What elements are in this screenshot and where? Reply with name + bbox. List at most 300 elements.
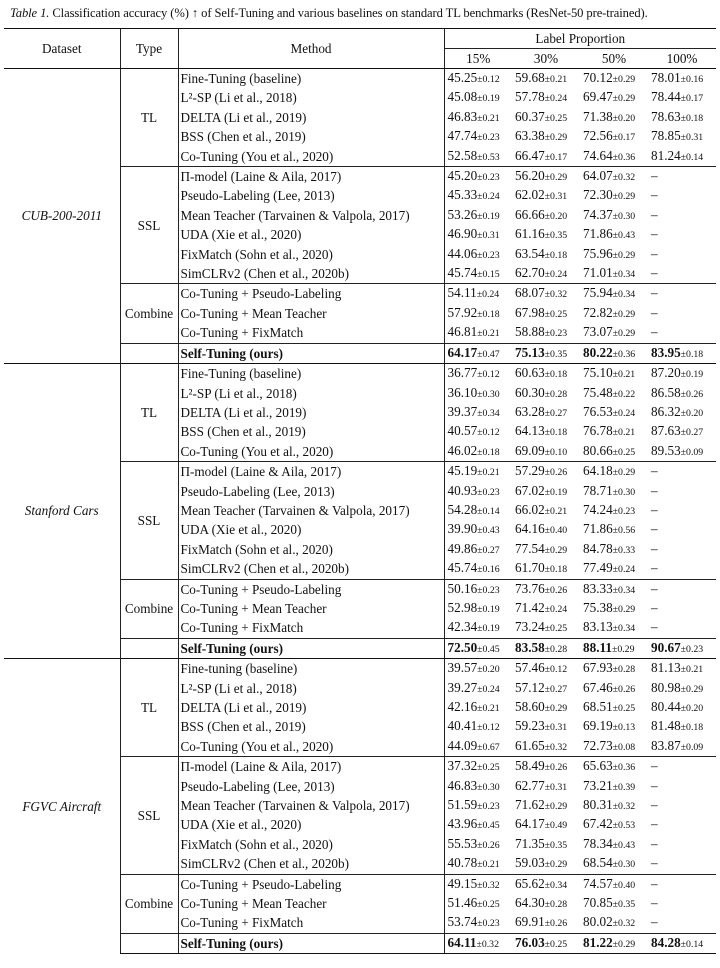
method-name: Mean Teacher (Tarvainen & Valpola, 2017) bbox=[178, 796, 444, 815]
value-mean: 61.65 bbox=[515, 737, 545, 753]
value-mean: 71.01 bbox=[583, 265, 613, 281]
value-cell bbox=[444, 284, 512, 304]
value-std: ±0.43 bbox=[612, 230, 636, 242]
value-std: ±0.32 bbox=[612, 918, 636, 930]
value-cell bbox=[648, 777, 716, 796]
value-cell bbox=[512, 815, 580, 834]
method-name: Co-Tuning (You et al., 2020) bbox=[178, 737, 444, 757]
value-std: ±0.29 bbox=[544, 172, 568, 184]
value-mean: 60.37 bbox=[515, 108, 545, 124]
value-mean: 75.94 bbox=[583, 285, 613, 301]
method-name: Π-model (Laine & Aila, 2017) bbox=[178, 167, 444, 187]
value-cell bbox=[444, 933, 512, 953]
value-cell bbox=[580, 264, 648, 284]
value-cell bbox=[444, 442, 512, 462]
value-cell bbox=[580, 777, 648, 796]
value-cell bbox=[444, 304, 512, 323]
header-proportion: 100% bbox=[648, 49, 716, 69]
value-std: ±0.21 bbox=[477, 467, 500, 479]
value-std: ±0.36 bbox=[612, 151, 636, 163]
value-cell bbox=[648, 913, 716, 933]
value-cell bbox=[444, 343, 512, 363]
value-std: ±0.27 bbox=[544, 683, 568, 695]
value-cell bbox=[648, 147, 716, 167]
value-cell bbox=[444, 737, 512, 757]
type-label: SSL bbox=[120, 462, 178, 579]
value-cell bbox=[648, 559, 716, 579]
value-mean: 71.86 bbox=[583, 226, 613, 242]
value-mean: 52.58 bbox=[447, 147, 478, 163]
value-mean: 65.63 bbox=[583, 758, 613, 774]
value-cell bbox=[648, 403, 716, 422]
value-mean: 46.02 bbox=[447, 442, 478, 458]
value-std: ±0.29 bbox=[612, 93, 636, 105]
value-mean: 67.02 bbox=[515, 482, 545, 498]
value-std: ±0.49 bbox=[544, 820, 568, 832]
value-cell bbox=[648, 599, 716, 618]
value-cell bbox=[512, 245, 580, 264]
value-cell bbox=[444, 147, 512, 167]
value-mean: – bbox=[651, 304, 658, 320]
value-mean: – bbox=[651, 324, 658, 340]
method-name: UDA (Xie et al., 2020) bbox=[178, 815, 444, 834]
value-mean: 74.64 bbox=[583, 147, 613, 163]
value-mean: 67.98 bbox=[515, 304, 545, 320]
value-mean: 60.30 bbox=[515, 384, 545, 400]
value-std: ±0.21 bbox=[612, 427, 636, 439]
value-cell bbox=[580, 874, 648, 894]
value-mean: 52.98 bbox=[447, 599, 478, 615]
value-std: ±0.19 bbox=[477, 93, 500, 105]
value-std: ±0.15 bbox=[477, 269, 500, 281]
value-std: ±0.30 bbox=[477, 781, 500, 793]
value-std: ±0.18 bbox=[680, 348, 704, 360]
header-method: Method bbox=[178, 29, 444, 69]
value-std: ±0.31 bbox=[680, 132, 704, 144]
method-name: UDA (Xie et al., 2020) bbox=[178, 225, 444, 244]
method-name: Pseudo-Labeling (Lee, 2013) bbox=[178, 482, 444, 501]
method-name: Self-Tuning (ours) bbox=[178, 933, 444, 953]
value-mean: – bbox=[651, 168, 658, 184]
value-cell bbox=[512, 717, 580, 736]
value-mean: 86.32 bbox=[651, 403, 681, 419]
method-name: Co-Tuning (You et al., 2020) bbox=[178, 147, 444, 167]
caption-text: Classification accuracy (%) ↑ of Self-Tuning and various baselines on standard TL benchmarks (ResNet-50 pre-trained). bbox=[49, 6, 648, 20]
value-std: ±0.29 bbox=[544, 801, 568, 813]
value-cell bbox=[580, 69, 648, 89]
value-mean: 87.63 bbox=[651, 423, 681, 439]
header-proportion: 15% bbox=[444, 49, 512, 69]
value-std: ±0.31 bbox=[544, 722, 568, 734]
method-name: Mean Teacher (Tarvainen & Valpola, 2017) bbox=[178, 501, 444, 520]
type-label bbox=[120, 638, 178, 658]
value-cell bbox=[512, 225, 580, 244]
value-mean: 50.16 bbox=[447, 580, 478, 596]
value-cell bbox=[648, 618, 716, 638]
value-mean: 87.20 bbox=[651, 365, 681, 381]
value-cell bbox=[444, 835, 512, 854]
method-name: Co-Tuning + Mean Teacher bbox=[178, 894, 444, 913]
value-cell bbox=[648, 874, 716, 894]
method-name: Π-model (Laine & Aila, 2017) bbox=[178, 462, 444, 482]
value-mean: 47.74 bbox=[447, 128, 478, 144]
value-std: ±0.43 bbox=[612, 839, 636, 851]
value-mean: 51.46 bbox=[447, 895, 478, 911]
method-name: Co-Tuning + Mean Teacher bbox=[178, 599, 444, 618]
value-cell bbox=[648, 757, 716, 777]
value-cell bbox=[444, 186, 512, 205]
value-std: ±0.32 bbox=[612, 801, 636, 813]
value-std: ±0.10 bbox=[544, 446, 568, 458]
value-mean: 83.87 bbox=[651, 737, 681, 753]
value-std: ±0.24 bbox=[544, 93, 568, 105]
value-std: ±0.21 bbox=[477, 112, 500, 124]
value-std: ±0.21 bbox=[477, 859, 500, 871]
value-mean: 71.62 bbox=[515, 797, 545, 813]
method-name: UDA (Xie et al., 2020) bbox=[178, 520, 444, 539]
value-std: ±0.25 bbox=[544, 308, 568, 320]
value-std: ±0.18 bbox=[544, 369, 568, 381]
dataset-name: Stanford Cars bbox=[4, 364, 120, 659]
value-cell bbox=[444, 323, 512, 343]
value-mean: 67.46 bbox=[583, 679, 613, 695]
method-name: Co-Tuning + FixMatch bbox=[178, 618, 444, 638]
value-mean: 39.27 bbox=[447, 679, 478, 695]
value-std: ±0.18 bbox=[544, 564, 568, 576]
value-mean: 64.07 bbox=[583, 168, 613, 184]
value-cell bbox=[580, 894, 648, 913]
value-cell bbox=[512, 913, 580, 933]
value-cell bbox=[444, 559, 512, 579]
value-std: ±0.18 bbox=[680, 722, 704, 734]
value-mean: 64.17 bbox=[447, 344, 478, 360]
value-cell bbox=[444, 679, 512, 698]
method-name: Co-Tuning + Mean Teacher bbox=[178, 304, 444, 323]
value-mean: 39.37 bbox=[447, 403, 478, 419]
table-row bbox=[4, 364, 716, 384]
type-label: SSL bbox=[120, 757, 178, 874]
value-mean: 63.28 bbox=[515, 403, 545, 419]
value-cell bbox=[444, 482, 512, 501]
value-mean: – bbox=[651, 245, 658, 261]
value-mean: – bbox=[651, 521, 658, 537]
value-cell bbox=[580, 717, 648, 736]
value-mean: 40.93 bbox=[447, 482, 478, 498]
value-mean: 76.03 bbox=[515, 934, 545, 950]
method-name: DELTA (Li et al., 2019) bbox=[178, 403, 444, 422]
value-cell bbox=[648, 384, 716, 403]
value-cell bbox=[648, 835, 716, 854]
value-mean: 49.15 bbox=[447, 875, 478, 891]
value-std: ±0.40 bbox=[612, 879, 636, 891]
value-cell bbox=[648, 206, 716, 225]
value-mean: 42.34 bbox=[447, 619, 478, 635]
value-std: ±0.27 bbox=[544, 407, 568, 419]
value-mean: 71.38 bbox=[583, 108, 613, 124]
value-std: ±0.29 bbox=[680, 683, 704, 695]
value-cell bbox=[648, 815, 716, 834]
value-mean: 58.49 bbox=[515, 758, 545, 774]
value-mean: 54.11 bbox=[447, 285, 477, 301]
value-cell bbox=[512, 364, 580, 384]
value-mean: 42.16 bbox=[447, 699, 478, 714]
value-cell bbox=[512, 206, 580, 225]
value-std: ±0.40 bbox=[544, 525, 568, 537]
results-table bbox=[4, 28, 716, 954]
table-caption bbox=[10, 6, 710, 21]
method-name: FixMatch (Sohn et al., 2020) bbox=[178, 245, 444, 264]
value-std: ±0.30 bbox=[612, 486, 636, 498]
value-mean: 83.95 bbox=[651, 344, 681, 360]
value-cell bbox=[580, 638, 648, 658]
value-cell bbox=[444, 520, 512, 539]
value-cell bbox=[512, 579, 580, 599]
dataset-name: CUB-200-2011 bbox=[21, 208, 102, 224]
type-label bbox=[120, 933, 178, 953]
value-cell bbox=[512, 323, 580, 343]
value-mean: – bbox=[651, 875, 658, 891]
value-cell bbox=[512, 520, 580, 539]
value-mean: – bbox=[651, 206, 658, 222]
value-cell bbox=[580, 403, 648, 422]
value-mean: 66.47 bbox=[515, 147, 545, 163]
value-mean: – bbox=[651, 187, 658, 203]
value-std: ±0.25 bbox=[477, 899, 500, 911]
value-mean: 75.96 bbox=[583, 245, 613, 261]
value-mean: 68.51 bbox=[583, 699, 613, 714]
value-mean: 67.93 bbox=[583, 660, 613, 676]
value-mean: 69.09 bbox=[515, 442, 545, 458]
value-cell bbox=[648, 520, 716, 539]
value-mean: – bbox=[651, 265, 658, 281]
value-cell bbox=[512, 796, 580, 815]
method-name: FixMatch (Sohn et al., 2020) bbox=[178, 540, 444, 559]
value-std: ±0.35 bbox=[544, 348, 568, 360]
value-cell bbox=[648, 659, 716, 679]
value-cell bbox=[444, 698, 512, 717]
value-mean: 72.82 bbox=[583, 304, 613, 320]
value-mean: 37.32 bbox=[447, 758, 478, 774]
value-cell bbox=[580, 88, 648, 107]
value-cell bbox=[648, 679, 716, 698]
value-std: ±0.32 bbox=[612, 172, 636, 184]
value-mean: 73.76 bbox=[515, 580, 545, 596]
value-cell bbox=[648, 364, 716, 384]
value-cell bbox=[444, 127, 512, 146]
value-std: ±0.20 bbox=[612, 112, 636, 124]
value-mean: 45.74 bbox=[447, 560, 478, 576]
value-cell bbox=[580, 147, 648, 167]
value-std: ±0.34 bbox=[612, 269, 636, 281]
value-cell bbox=[512, 147, 580, 167]
method-name: L²-SP (Li et al., 2018) bbox=[178, 88, 444, 107]
value-std: ±0.24 bbox=[477, 683, 500, 695]
value-mean: 53.26 bbox=[447, 206, 478, 222]
type-label: TL bbox=[120, 659, 178, 757]
value-cell bbox=[580, 462, 648, 482]
value-mean: 40.78 bbox=[447, 855, 478, 871]
value-std: ±0.21 bbox=[680, 664, 704, 676]
value-cell bbox=[444, 501, 512, 520]
value-mean: 64.16 bbox=[515, 521, 545, 537]
value-cell bbox=[444, 108, 512, 127]
header-type: Type bbox=[120, 29, 178, 69]
value-mean: 64.17 bbox=[515, 816, 545, 832]
header-label-proportion: Label Proportion bbox=[444, 29, 716, 49]
value-mean: – bbox=[651, 797, 658, 813]
value-std: ±0.34 bbox=[612, 584, 636, 596]
method-name: DELTA (Li et al., 2019) bbox=[178, 108, 444, 127]
value-cell bbox=[648, 186, 716, 205]
method-name: Pseudo-Labeling (Lee, 2013) bbox=[178, 186, 444, 205]
value-std: ±0.30 bbox=[612, 859, 636, 871]
value-std: ±0.29 bbox=[612, 74, 636, 85]
value-std: ±0.24 bbox=[544, 269, 568, 281]
value-std: ±0.13 bbox=[612, 722, 636, 734]
value-cell bbox=[580, 167, 648, 187]
value-std: ±0.23 bbox=[477, 918, 500, 930]
value-std: ±0.30 bbox=[477, 388, 500, 400]
value-std: ±0.18 bbox=[477, 308, 500, 320]
value-mean: – bbox=[651, 560, 658, 576]
value-mean: – bbox=[651, 580, 658, 596]
value-std: ±0.32 bbox=[476, 938, 499, 950]
method-name: Fine-Tuning (baseline) bbox=[178, 364, 444, 384]
value-std: ±0.21 bbox=[544, 74, 568, 85]
value-std: ±0.14 bbox=[680, 938, 704, 950]
value-mean: 45.19 bbox=[447, 463, 478, 479]
value-cell bbox=[580, 364, 648, 384]
value-std: ±0.23 bbox=[477, 801, 500, 813]
value-std: ±0.29 bbox=[612, 938, 636, 950]
value-mean: 77.54 bbox=[515, 540, 545, 556]
value-mean: 78.34 bbox=[583, 835, 613, 851]
value-std: ±0.14 bbox=[680, 151, 704, 163]
value-cell bbox=[580, 482, 648, 501]
value-cell bbox=[512, 88, 580, 107]
value-cell bbox=[580, 206, 648, 225]
value-std: ±0.30 bbox=[612, 210, 636, 222]
value-mean: 49.86 bbox=[447, 540, 478, 556]
value-cell bbox=[512, 933, 580, 953]
value-cell bbox=[648, 304, 716, 323]
value-cell bbox=[512, 304, 580, 323]
value-cell bbox=[580, 933, 648, 953]
value-std: ±0.28 bbox=[544, 899, 568, 911]
value-cell bbox=[580, 599, 648, 618]
value-cell bbox=[648, 854, 716, 874]
value-cell bbox=[444, 717, 512, 736]
value-mean: 59.23 bbox=[515, 718, 545, 734]
value-std: ±0.67 bbox=[477, 741, 500, 753]
method-name: Co-Tuning + Pseudo-Labeling bbox=[178, 579, 444, 599]
value-std: ±0.31 bbox=[544, 191, 568, 203]
value-mean: 64.18 bbox=[583, 463, 613, 479]
value-std: ±0.36 bbox=[612, 762, 636, 774]
method-name: Self-Tuning (ours) bbox=[178, 638, 444, 658]
value-cell bbox=[580, 284, 648, 304]
value-std: ±0.23 bbox=[477, 172, 500, 184]
value-mean: 83.58 bbox=[515, 639, 545, 655]
value-std: ±0.29 bbox=[544, 544, 568, 556]
value-mean: 64.13 bbox=[515, 423, 545, 439]
value-mean: 57.92 bbox=[447, 304, 478, 320]
value-mean: 45.74 bbox=[447, 265, 478, 281]
value-cell bbox=[512, 343, 580, 363]
value-std: ±0.34 bbox=[477, 407, 500, 419]
value-cell bbox=[648, 69, 716, 89]
value-cell bbox=[580, 796, 648, 815]
value-cell bbox=[648, 167, 716, 187]
value-mean: 78.63 bbox=[651, 108, 681, 124]
value-mean: 81.22 bbox=[583, 934, 613, 950]
value-cell bbox=[444, 913, 512, 933]
value-std: ±0.31 bbox=[544, 781, 568, 793]
value-std: ±0.27 bbox=[680, 427, 704, 439]
value-cell bbox=[648, 343, 716, 363]
value-cell bbox=[444, 638, 512, 658]
value-mean: 75.38 bbox=[583, 599, 613, 615]
value-cell bbox=[580, 186, 648, 205]
value-cell bbox=[512, 638, 580, 658]
method-name: SimCLRv2 (Chen et al., 2020b) bbox=[178, 264, 444, 284]
value-std: ±0.29 bbox=[544, 703, 568, 714]
type-label: SSL bbox=[120, 167, 178, 284]
header-proportion: 30% bbox=[512, 49, 580, 69]
value-std: ±0.34 bbox=[612, 289, 636, 301]
value-std: ±0.16 bbox=[680, 74, 704, 85]
value-cell bbox=[512, 264, 580, 284]
value-std: ±0.25 bbox=[612, 703, 636, 714]
value-cell bbox=[580, 520, 648, 539]
value-mean: 80.66 bbox=[583, 442, 613, 458]
value-std: ±0.21 bbox=[612, 369, 636, 381]
value-cell bbox=[580, 343, 648, 363]
value-std: ±0.35 bbox=[612, 899, 636, 911]
value-mean: 61.16 bbox=[515, 226, 545, 242]
value-mean: 64.11 bbox=[447, 934, 477, 950]
value-mean: 78.85 bbox=[651, 128, 681, 144]
value-std: ±0.12 bbox=[544, 664, 568, 676]
value-std: ±0.19 bbox=[477, 210, 500, 222]
value-cell bbox=[444, 88, 512, 107]
value-mean: 36.10 bbox=[447, 384, 478, 400]
value-std: ±0.35 bbox=[544, 230, 568, 242]
value-cell bbox=[512, 501, 580, 520]
value-std: ±0.45 bbox=[477, 643, 500, 655]
value-mean: 40.57 bbox=[447, 423, 478, 439]
value-cell bbox=[512, 462, 580, 482]
value-mean: 72.73 bbox=[583, 737, 613, 753]
value-mean: 58.60 bbox=[515, 699, 545, 714]
value-std: ±0.25 bbox=[544, 623, 568, 635]
value-std: ±0.20 bbox=[477, 664, 500, 676]
value-mean: 77.49 bbox=[583, 560, 613, 576]
value-cell bbox=[444, 462, 512, 482]
header-proportion: 50% bbox=[580, 49, 648, 69]
value-cell bbox=[444, 206, 512, 225]
value-std: ±0.24 bbox=[477, 191, 500, 203]
type-label: Combine bbox=[120, 284, 178, 343]
method-name: DELTA (Li et al., 2019) bbox=[178, 698, 444, 717]
value-std: ±0.26 bbox=[680, 388, 704, 400]
value-mean: 80.22 bbox=[583, 344, 613, 360]
value-cell bbox=[580, 442, 648, 462]
value-mean: 59.68 bbox=[515, 70, 545, 85]
value-std: ±0.23 bbox=[680, 643, 704, 655]
value-std: ±0.29 bbox=[544, 859, 568, 871]
method-name: Co-Tuning + FixMatch bbox=[178, 913, 444, 933]
